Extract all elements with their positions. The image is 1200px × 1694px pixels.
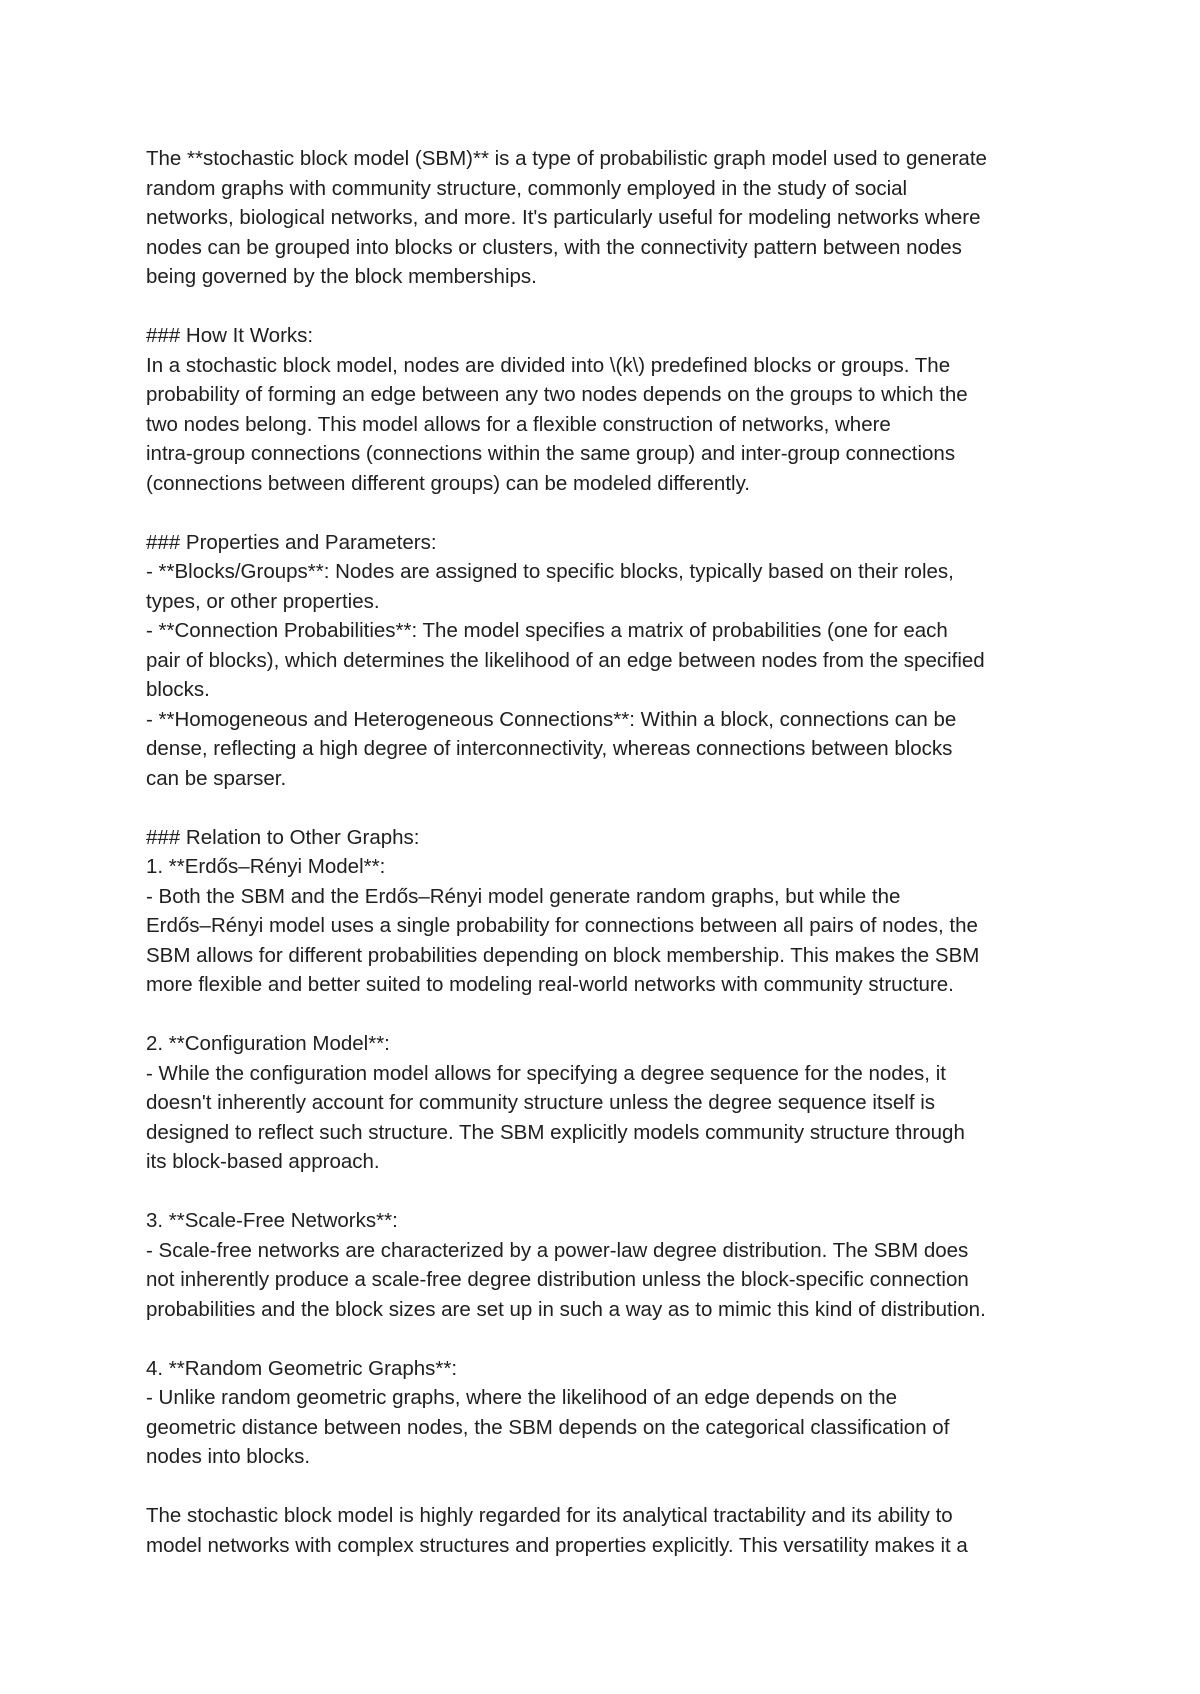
paragraph-gap xyxy=(146,1324,1076,1354)
relation-erdos-renyi-section: ### Relation to Other Graphs: 1. **Erdős–Rényi Model**: - Both the SBM and the Erdős–Rényi model generate random graphs, but while the Erdős–Rényi model uses a single probability for connections between all pairs of nodes, the SBM allows for different probabilities depending on block membership. This makes the SBM more flexible and better suited to modeling real-world networks with community structure. xyxy=(146,825,980,996)
scale-free-section: 3. **Scale-Free Networks**: - Scale-free networks are characterized by a power-law degree distribution. The SBM does not inherently produce a scale-free degree distribution unless the block-specific connection probabilities and the block sizes are set up in such a way as to mimic this kind of distribution. xyxy=(146,1209,986,1321)
random-geometric-section: 4. **Random Geometric Graphs**: - Unlike random geometric graphs, where the likelihood of an edge depends on the geometric distance between nodes, the SBM depends on the categorical classification of nodes into blocks. xyxy=(146,1356,950,1468)
document-body xyxy=(146,144,1076,1560)
paragraph-gap xyxy=(146,793,1076,823)
paragraph-gap xyxy=(146,1472,1076,1502)
paragraph-gap xyxy=(146,292,1076,322)
paragraph-gap xyxy=(146,1177,1076,1207)
intro-paragraph: The **stochastic block model (SBM)** is a type of probabilistic graph model used to generate random graphs with community structure, commonly employed in the study of social networks, biological networks, and more. It's particularly useful for modeling networks where nodes can be grouped into blocks or clusters, with the connectivity pattern between nodes being governed by the block memberships. xyxy=(146,147,987,288)
conclusion-paragraph: The stochastic block model is highly regarded for its analytical tractability and its ability to model networks with complex structures and properties explicitly. This versatility makes it a xyxy=(146,1504,968,1557)
paragraph-gap xyxy=(146,1000,1076,1030)
configuration-model-section: 2. **Configuration Model**: - While the configuration model allows for specifying a degree sequence for the nodes, it doesn't inherently account for community structure unless the degree sequence itself is designed to reflect such structure. The SBM explicitly models community structure through its block-based approach. xyxy=(146,1032,965,1173)
how-it-works-section: ### How It Works: In a stochastic block model, nodes are divided into \(k\) predefined blocks or groups. The probability of forming an edge between any two nodes depends on the groups to which the two nodes belong. This model allows for a flexible construction of networks, where intra-group connections (connections within the same group) and inter-group connections (connections between different groups) can be modeled differently. xyxy=(146,324,968,495)
properties-section: ### Properties and Parameters: - **Blocks/Groups**: Nodes are assigned to specific blocks, typically based on their roles, types, or other properties. - **Connection Probabilities**: The model specifies a matrix of probabilities (one for each pair of blocks), which determines the likelihood of an edge between nodes from the specified blocks. - **Homogeneous and Heterogeneous Connections**: Within a block, connections can be dense, reflecting a high degree of interconnectivity, whereas connections between blocks can be sparser. xyxy=(146,530,985,790)
paragraph-gap xyxy=(146,498,1076,528)
